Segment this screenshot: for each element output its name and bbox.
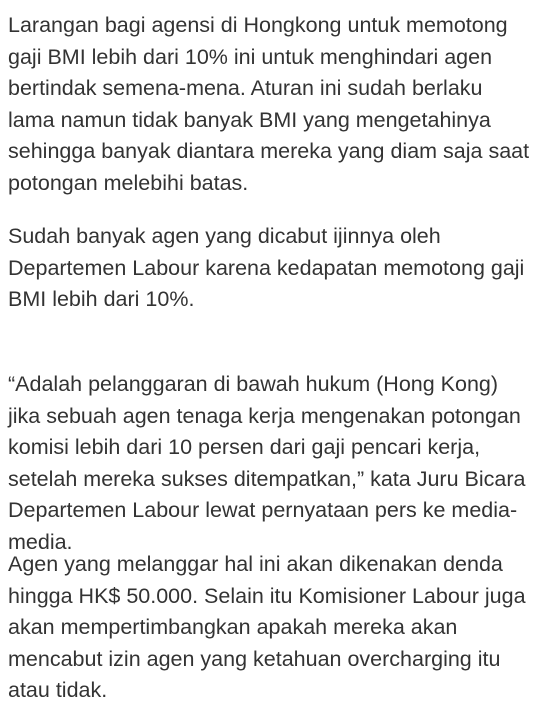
text-line: setelah mereka sukses ditempatkan,” kata Juru Bicara [8, 466, 526, 491]
text-line: atau tidak. [8, 678, 108, 702]
text-line: bertindak semena-mena. Aturan ini sudah berlaku [8, 76, 483, 100]
text-line: akan mempertimbangkan apakah mereka akan [8, 615, 458, 639]
text-line: BMI lebih dari 10%. [8, 287, 195, 311]
text-line: Sudah banyak agen yang dicabut ijinnya oleh [8, 224, 441, 248]
paragraph-licenses-revoked [8, 221, 524, 316]
text-line: lama namun tidak banyak BMI yang mengetahinya [8, 107, 491, 132]
paragraph-fine-penalty [8, 549, 526, 707]
paragraph-labour-department-quote [8, 369, 525, 558]
text-line: “Adalah pelanggaran di bawah hukum (Hong Kong) [8, 372, 499, 396]
text-line: gaji BMI lebih dari 10% ini untuk menghindari agen [8, 44, 493, 69]
text-line: komisi lebih dari 10 persen dari gaji pencari kerja, [8, 435, 481, 459]
text-line: Departemen Labour karena kedapatan memotong gaji [8, 255, 525, 280]
text-line: hingga HK$ 50.000. Selain itu Komisioner Labour juga [8, 583, 526, 608]
text-line: sehingga banyak diantara mereka yang diam saja saat [8, 139, 530, 163]
text-line: jika sebuah agen tenaga kerja mengenakan potongan [8, 403, 521, 428]
text-line: Larangan bagi agensi di Hongkong untuk memotong [8, 13, 508, 37]
text-line: potongan melebihi batas. [8, 170, 249, 195]
text-line: Departemen Labour lewat pernyataan pers ke media- [8, 498, 518, 522]
text-line: Agen yang melanggar hal ini akan dikenakan denda [8, 552, 503, 576]
text-line: media. [8, 529, 73, 554]
paragraph-agency-deduction-limit [8, 10, 529, 199]
text-line: mencabut izin agen yang ketahuan overcharging itu [8, 646, 501, 671]
